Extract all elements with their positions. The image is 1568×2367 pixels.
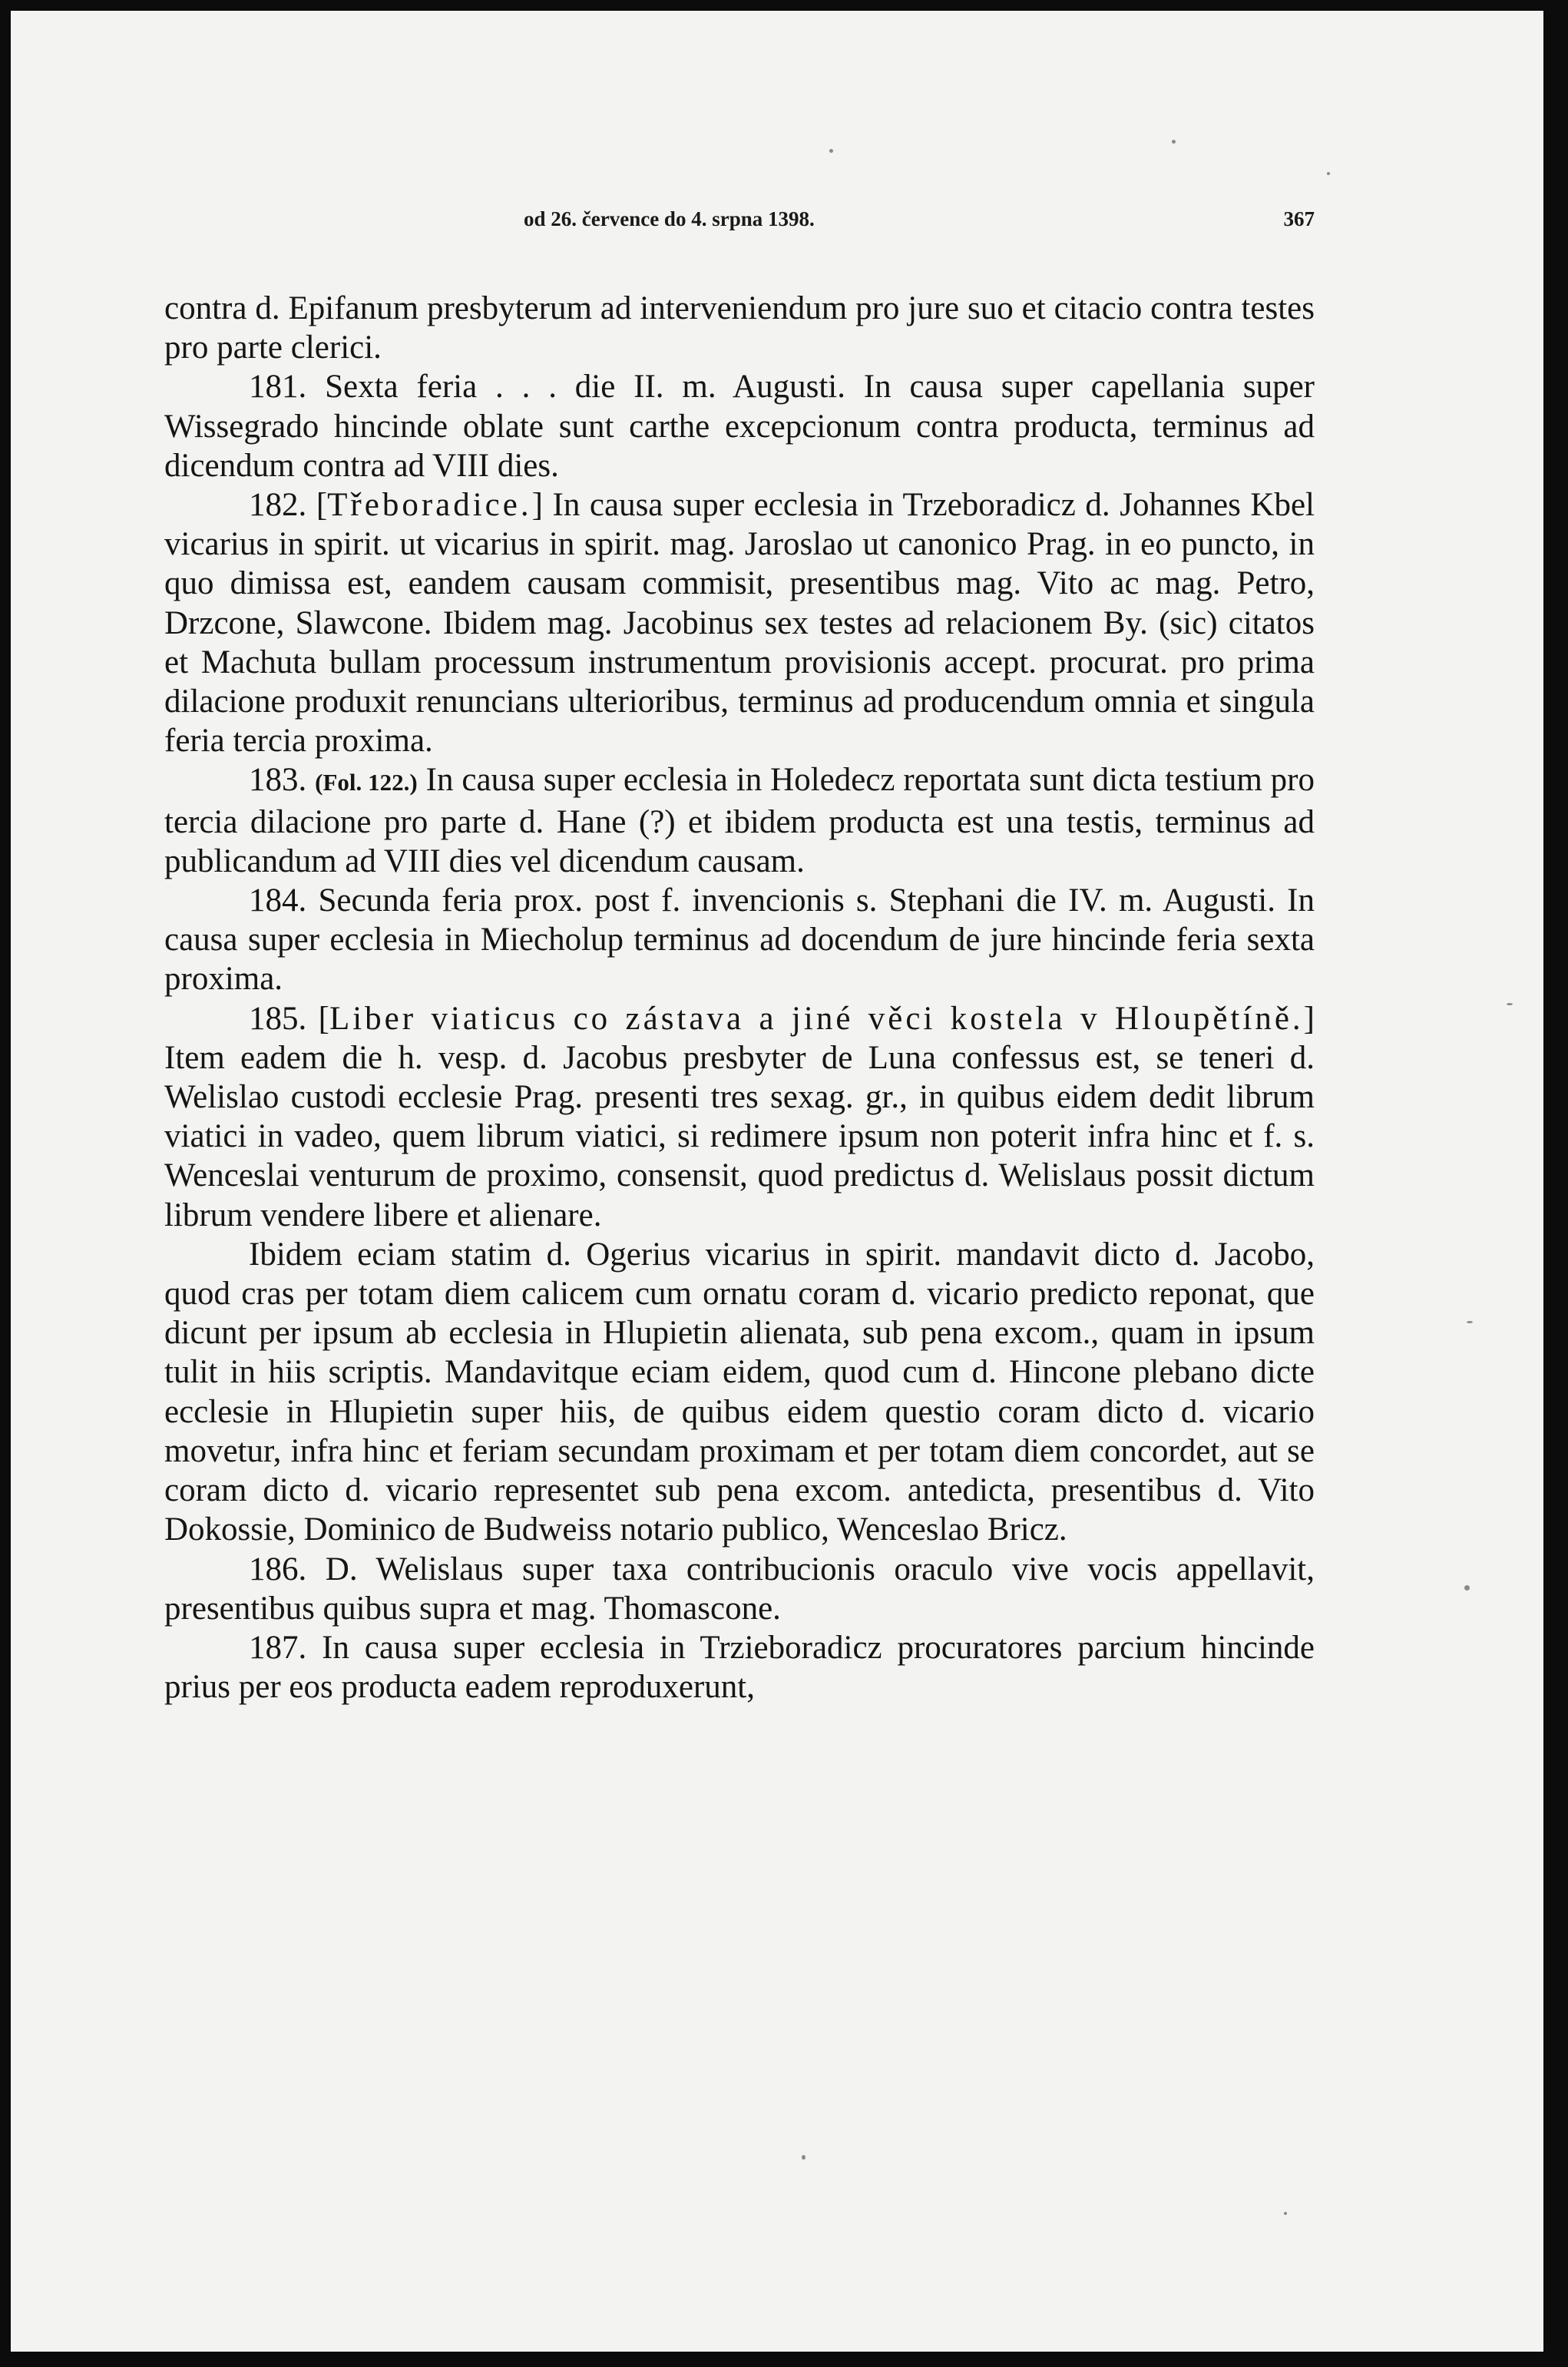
paragraph [164, 881, 1315, 999]
paragraph [164, 1550, 1315, 1628]
text-segment: 181. Sexta feria . . . die II. m. Augusti. In causa super capellania super Wissegrado hincinde oblate sunt carthe excepcionum contra producta, terminus ad dicendum contra ad VIII dies. [164, 369, 1315, 484]
text-segment: 185. [ [249, 1000, 329, 1037]
speck-mark [802, 2155, 806, 2160]
text-segment: 187. In causa super ecclesia in Trzieboradicz procuratores parcium hincinde prius per eos producta eadem reproduxerunt, [164, 1629, 1315, 1706]
page-number: 367 [1283, 207, 1315, 230]
text-segment: ] Item eadem die h. vesp. d. Jacobus presbyter de Luna confessus est, se teneri d. Welislao custodi ecclesie Prag. presenti tres sexag. gr., in quibus eidem dedit librum viatici in vadeo, quem librum viatici, si redimere ipsum non poterit infra hinc et f. s. Wenceslai venturum de proximo, consensit, quod predictus d. Welislaus possit dictum librum vendere libere et alienare. [164, 1000, 1315, 1233]
paragraph [164, 1628, 1315, 1707]
folio-reference: (Fol. 122.) [315, 769, 418, 796]
text-segment: 183. [249, 762, 316, 799]
spaced-heading: Liber viaticus co zástava a jiné věci kostela v Hloupětíně. [329, 1000, 1304, 1037]
paragraph [164, 999, 1315, 1235]
body-text [164, 289, 1315, 1707]
speck-mark [1464, 1585, 1470, 1591]
paragraph [164, 289, 1315, 367]
text-segment: 182. [ [249, 487, 328, 524]
running-header [164, 207, 1315, 238]
speck-mark [829, 149, 833, 153]
paragraph [164, 1235, 1315, 1550]
text-segment: Ibidem eciam statim d. Ogerius vicarius in spirit. mandavit dicto d. Jacobo, quod cras per totam diem calicem cum ornatu coram d. vicario predicto reponat, que dicunt per ipsum ab ecclesia in Hlupietin alienata, sub pena excom., quam in ipsum tulit in hiis scriptis. Mandavitque eciam eidem, quod cum d. Hincone plebano dicte ecclesie in Hlupietin super hiis, de quibus eidem questio coram dicto d. vicario movetur, infra hinc et feriam secundam proximam et per totam diem concordet, aut se coram dicto d. vicario representet sub pena excom. antedicta, presentibus d. Vito Dokossie, Dominico de Budweiss notario publico, Wenceslao Bricz. [164, 1236, 1315, 1548]
text-segment: ] In causa super ecclesia in Trzeboradicz d. Johannes Kbel vicarius in spirit. ut vicarius in spirit. mag. Jaroslao ut canonico Prag. in eo puncto, in quo dimissa est, eandem causam commisit, presentibus mag. Vito ac mag. Petro, Drzcone, Slawcone. Ibidem mag. Jacobinus sex testes ad relacionem By. (sic) citatos et Machuta bullam processum instrumentum provisionis accept. procurat. pro prima dilacione produxit renuncians ulterioribus, terminus ad producendum omnia et singula feria tercia proxima. [164, 487, 1315, 760]
text-segment: In causa super ecclesia in Holedecz reportata sunt dicta testium pro tercia dilacione pro parte d. Hane (?) et ibidem producta est una testis, terminus ad publicandum ad VIII dies vel dicendum causam. [164, 762, 1315, 879]
text-segment: contra d. Epifanum presbyterum ad interveniendum pro jure suo et citacio contra testes pro parte clerici. [164, 290, 1315, 366]
paragraph [164, 760, 1315, 881]
speck-mark [1327, 172, 1330, 175]
speck-mark [1507, 1003, 1513, 1005]
speck-mark [1172, 140, 1176, 144]
running-title: od 26. července do 4. srpna 1398. [524, 207, 815, 230]
speck-mark [1284, 2212, 1287, 2215]
spaced-heading: Třeboradice. [327, 487, 532, 524]
paragraph [164, 485, 1315, 760]
text-segment: 186. D. Welislaus super taxa contribucionis oraculo vive vocis appellavit, presentibus quibus supra et mag. Thomascone. [164, 1551, 1315, 1627]
paragraph [164, 367, 1315, 485]
scanned-page [11, 11, 1543, 2352]
speck-mark [1467, 1321, 1473, 1323]
text-segment: 184. Secunda feria prox. post f. invencionis s. Stephani die IV. m. Augusti. In causa super ecclesia in Miecholup terminus ad docendum de jure hincinde feria sexta proxima. [164, 882, 1315, 998]
